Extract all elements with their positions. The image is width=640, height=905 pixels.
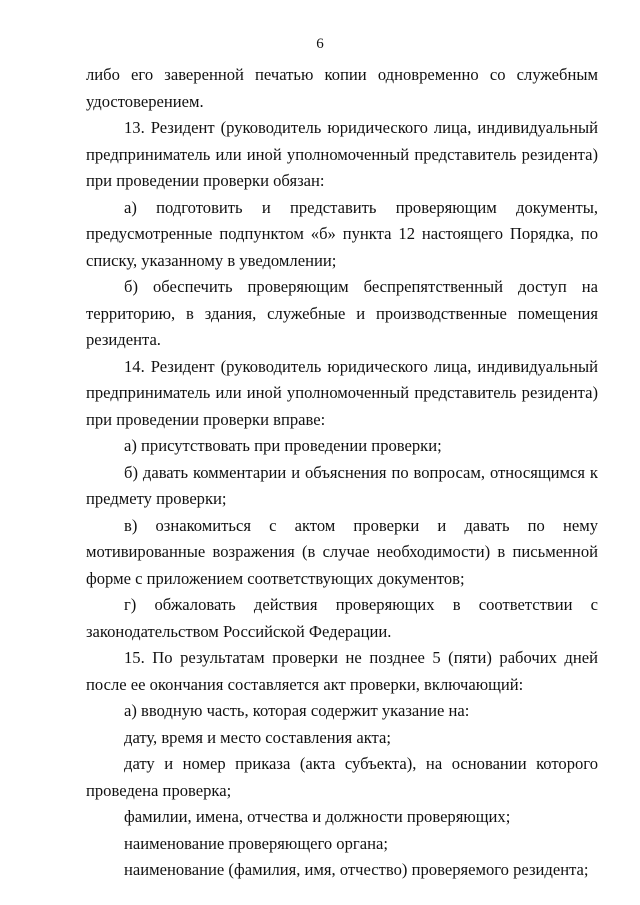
paragraph-14a: а) присутствовать при проведении проверки; [124,436,442,455]
page-number: 6 [316,36,324,52]
list-item: наименование проверяющего органа; [124,833,388,853]
list-item: дату, время и место составления акта; [124,727,391,747]
paragraph-13: 13. Резидент (руководитель юридического лица, индивидуальный предприниматель или иной уполномоченный представитель резидента) при проведении проверки обязан: [86,118,598,190]
document-body [86,62,598,884]
paragraph-15a: а) вводную часть, которая содержит указание на: [124,701,470,720]
paragraph-15: 15. По результатам проверки не позднее 5 (пяти) рабочих дней после ее окончания составляется акт проверки, включающий: [86,648,598,694]
paragraph-14b: б) давать комментарии и объяснения по вопросам, относящимся к предмету проверки; [86,462,598,508]
list-item: дату и номер приказа (акта субъекта), на основании которого проведена проверка; [86,754,598,800]
paragraph-continuation: либо его заверенной печатью копии одновременно со служебным удостоверением. [86,65,598,111]
paragraph-13a: а) подготовить и представить проверяющим документы, предусмотренные подпунктом «б» пункта 12 настоящего Порядка, по списку, указанному в уведомлении; [86,197,598,270]
paragraph-14v: в) ознакомиться с актом проверки и давать по нему мотивированные возражения (в случае необходимости) в письменной форме с приложением соответствующих документов; [86,515,598,588]
paragraph-14g: г) обжаловать действия проверяющих в соответствии с законодательством Российской Федерации. [86,595,598,641]
paragraph-13b: б) обеспечить проверяющим беспрепятственный доступ на территорию, в здания, служебные и производственные помещения резидента. [86,277,598,349]
list-item: наименование (фамилия, имя, отчество) проверяемого резидента; [124,860,589,879]
list-item: фамилии, имена, отчества и должности проверяющих; [124,807,511,826]
paragraph-14: 14. Резидент (руководитель юридического лица, индивидуальный предприниматель или иной уполномоченный представитель резидента) при проведении проверки вправе: [86,356,598,429]
